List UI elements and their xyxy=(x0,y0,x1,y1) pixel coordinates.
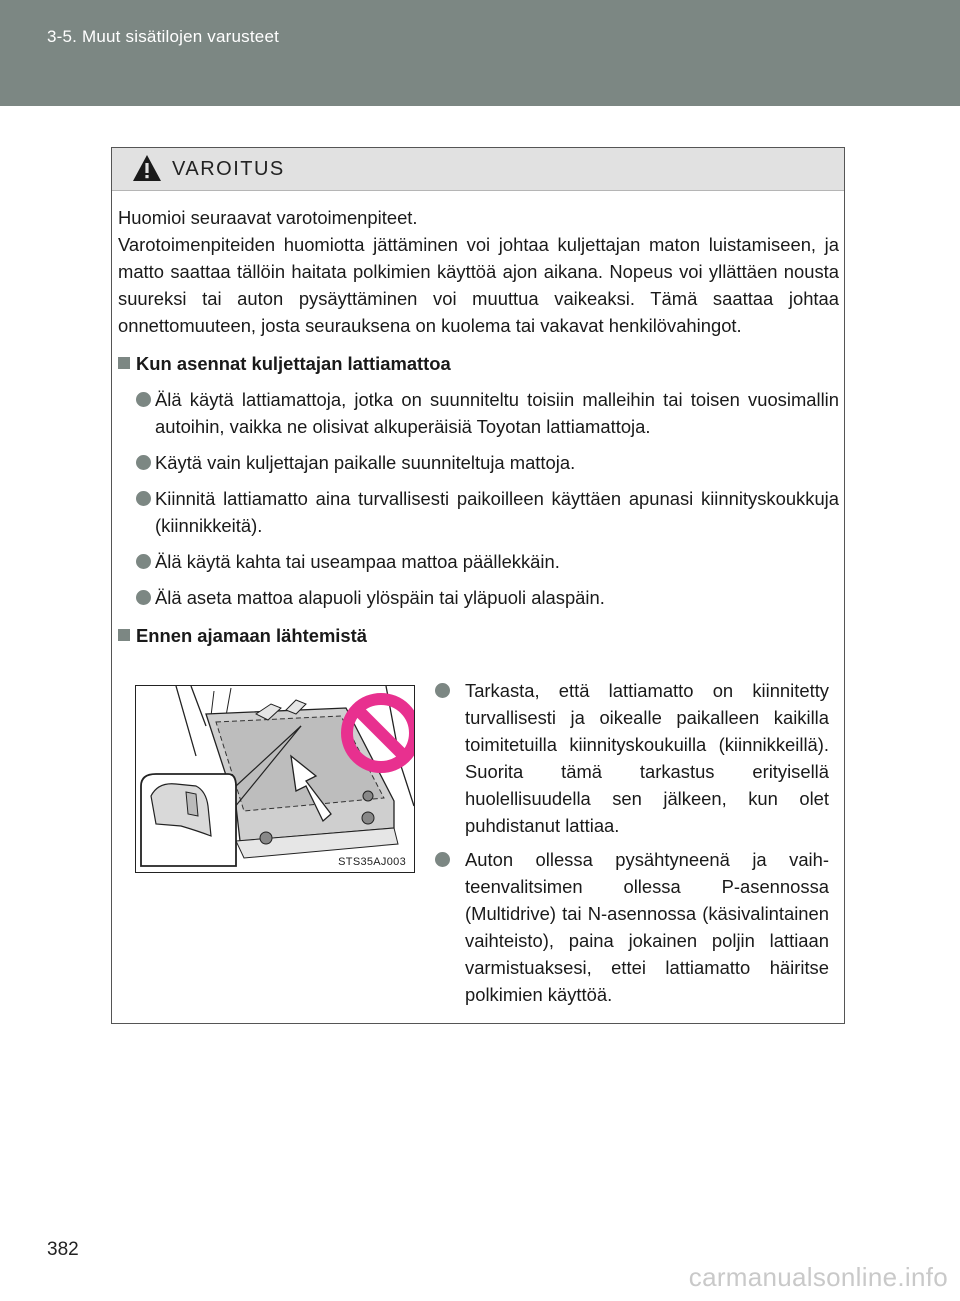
section-heading-install xyxy=(118,350,839,377)
list-item-text: Älä käytä lattiamattoja, jotka on suunniteltu toisiin malleihin tai toisen vuosimallin autoihin, vaikka ne olisivat alkuperäisiä Toyotan lattiamattoja. xyxy=(155,389,839,437)
list-item xyxy=(118,485,839,539)
list-item xyxy=(118,386,839,440)
round-bullet-icon xyxy=(136,392,151,407)
page-number: 382 xyxy=(47,1239,79,1260)
warning-body: Varotoimenpiteiden huomiotta jättäminen voi johtaa kuljettajan maton luistamiseen, ja matto saattaa tällöin haitata polkimien käyttöä ajon aikana. Nopeus voi yllättäen nousta suureksi tai auton pysäyttäminen voi muuttua vaikeaksi. Tämä saattaa johtaa onnettomuuteen, josta seurauksena on kuolema tai vakavat henkilövahingot. xyxy=(118,234,839,336)
round-bullet-icon xyxy=(435,852,450,867)
warning-triangle-icon xyxy=(132,154,162,182)
list-item xyxy=(118,548,839,575)
list-item xyxy=(118,449,839,476)
figure-code: STS35AJ003 xyxy=(338,856,406,868)
round-bullet-icon xyxy=(136,590,151,605)
square-bullet-icon xyxy=(118,357,130,369)
list-item xyxy=(433,846,829,1008)
list-item xyxy=(118,584,839,611)
floor-mat-illustration xyxy=(135,685,415,873)
list-item xyxy=(433,677,829,839)
watermark: carmanualsonline.info xyxy=(688,1262,948,1292)
list-item-text: Kiinnitä lattiamatto aina turvallisesti paikoilleen käyttäen apunasi kiinnityskoukkuja (kiinnikkeitä). xyxy=(155,488,839,536)
square-bullet-icon xyxy=(118,629,130,641)
warning-intro: Huomioi seuraavat varotoimenpiteet. xyxy=(118,207,418,228)
before-driving-list xyxy=(433,677,829,1008)
round-bullet-icon xyxy=(136,455,151,470)
list-item-text: Käytä vain kuljettajan paikalle suunniteltuja mattoja. xyxy=(155,452,576,473)
list-item-text: Älä käytä kahta tai useampaa mattoa päällekkäin. xyxy=(155,551,560,572)
section-heading-text: Kun asennat kuljettajan lattiamattoa xyxy=(136,353,451,374)
list-item-text: Älä aseta mattoa alapuoli ylöspäin tai yläpuoli alaspäin. xyxy=(155,587,605,608)
list-item-text: Tarkasta, että lattiamatto on kiinnitetty turvallisesti ja oikealle paikalleen kaikilla toimitetuilla kiinnityskoukuilla (kiinnikkeillä). Suorita tämä tarkastus erityisellä huolellisuudella sen jälkeen, kun olet puhdistanut lattiaa. xyxy=(465,680,829,836)
warning-header xyxy=(112,148,844,191)
floor-mat-drawing xyxy=(136,686,415,873)
round-bullet-icon xyxy=(136,554,151,569)
section-heading-before-driving xyxy=(118,622,839,649)
list-item-text: Auton ollessa pysähtyneenä ja vaihteenvalitsimen ollessa P-asennossa (Multidrive) tai N-asennossa (käsivalintainen vaihteisto), paina jokainen poljin lattiaan varmistuaksesi, ettei lattiamatto häiritse polkimien käyttöä. xyxy=(465,849,829,1005)
page-header xyxy=(0,0,960,106)
warning-content xyxy=(118,204,839,649)
round-bullet-icon xyxy=(435,683,450,698)
round-bullet-icon xyxy=(136,491,151,506)
section-heading-text: Ennen ajamaan lähtemistä xyxy=(136,625,367,646)
warning-title: VAROITUS xyxy=(172,158,285,180)
section-title: 3-5. Muut sisätilojen varusteet xyxy=(47,27,280,46)
